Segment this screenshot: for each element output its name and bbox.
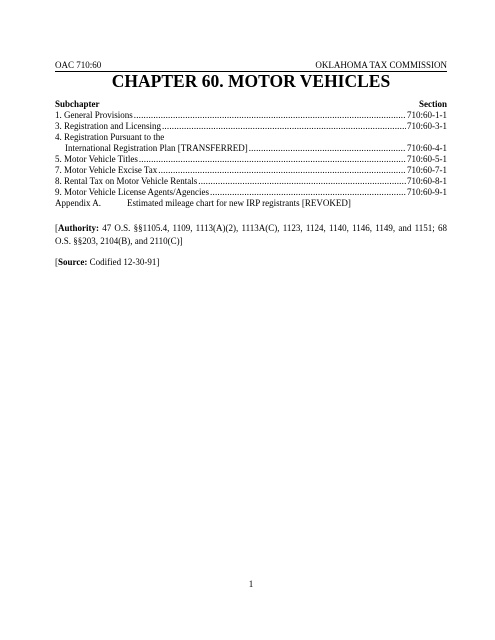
toc-col-subchapter: Subchapter [55,99,100,109]
toc-row-section: 710:60-8-1 [407,176,447,186]
toc-row [55,110,447,121]
header-agency: OKLAHOMA TAX COMMISSION [315,60,447,70]
toc-row [55,143,447,154]
toc-row-section: 710:60-1-1 [407,110,447,120]
toc-leader [139,154,406,165]
source-note: [Source: Codified 12-30-91] [55,257,160,267]
appendix-label: Appendix A. [55,198,101,208]
toc-row-section: 710:60-5-1 [407,154,447,164]
header-code: OAC 710:60 [55,60,102,70]
toc-row [55,154,447,165]
authority-note: [Authority: 47 O.S. §§1105.4, 1109, 1113(A)(2), 1113A(C), 1123, 1124, 1140, 1146, 1149, and 1151; 68 O.S. §§203, 2104(B), and 2110(C)] [55,223,447,246]
appendix-text: Estimated mileage chart for new IRP registrants [REVOKED] [127,198,351,208]
toc-row-section: 710:60-7-1 [407,165,447,175]
authority-label: Authority: [58,223,99,233]
authority-text: 47 O.S. §§1105.4, 1109, 1113(A)(2), 1113A(C), 1123, 1124, 1140, 1146, 1149, and 1151; 68 O.S. §§203, 2104(B), and 2110(C) [55,223,447,246]
toc-row-section: 710:60-4-1 [407,143,447,153]
toc-row [55,165,447,176]
toc-leader [198,176,406,187]
toc-row [55,187,447,198]
toc-row-label: 7. Motor Vehicle Excise Tax [55,165,158,175]
toc-leader [249,143,406,154]
source-text: Codified 12-30-91 [87,257,157,267]
source-label: Source: [58,257,88,267]
document-page [55,0,447,640]
toc-row-label: 4. Registration Pursuant to the [55,132,165,142]
table-of-contents [55,110,447,209]
toc-row [55,132,447,143]
toc-leader [162,121,406,132]
toc-leader [134,110,406,121]
toc-row-label: 5. Motor Vehicle Titles [55,154,138,164]
toc-appendix [55,198,447,209]
toc-row-label: 3. Registration and Licensing [55,121,161,131]
toc-row-label: 1. General Provisions [55,110,133,120]
page-number: 1 [248,579,254,589]
toc-row-section: 710:60-3-1 [407,121,447,131]
toc-row-label: 9. Motor Vehicle License Agents/Agencies [55,187,210,197]
toc-leader [158,165,406,176]
toc-row-section: 710:60-9-1 [407,187,447,197]
toc-col-section: Section [419,99,447,109]
toc-row [55,121,447,132]
toc-row-label: 8. Rental Tax on Motor Vehicle Rentals [55,176,198,186]
toc-row-label: International Registration Plan [TRANSFERRED] [65,143,248,153]
toc-leader [210,187,406,198]
toc-row [55,176,447,187]
chapter-title: CHAPTER 60. MOTOR VEHICLES [111,71,391,91]
